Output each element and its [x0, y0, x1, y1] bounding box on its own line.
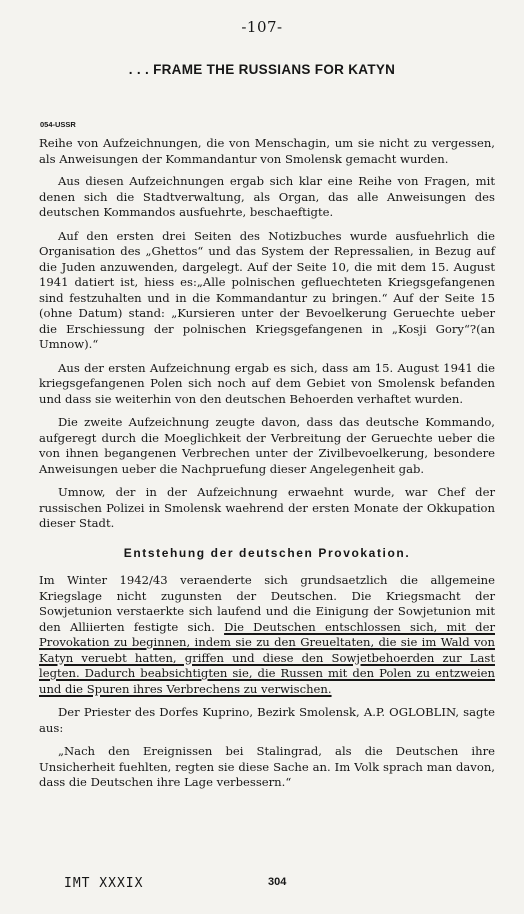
page-number: -107- — [241, 18, 283, 36]
headline: . . . FRAME THE RUSSIANS FOR KATYN — [128, 62, 396, 77]
paragraph: Aus der ersten Aufzeichnung ergab es sich, dass am 15. August 1941 die kriegsgefangenen Polen sich noch auf dem Gebiet von Smolensk befanden und dass sie weiterhin von den deutschen Behoerden verhaftet wurden. — [39, 360, 495, 406]
body-text — [39, 136, 495, 799]
document-id: 054-USSR — [40, 120, 76, 129]
paragraph-priest: Der Priester des Dorfes Kuprino, Bezirk Smolensk, A.P. OGLOBLIN, sagte aus: — [39, 705, 495, 735]
section-title: Entstehung der deutschen Provokation. — [123, 545, 411, 560]
quote-paragraph: „Nach den Ereignissen bei Stalingrad, als die Deutschen ihre Unsicherheit fuehlten, regten sie diese Sache an. Im Volk sprach man davon, dass die Deutschen ihre Lage verbessern.“ — [39, 744, 495, 789]
paragraph-continuation: Reihe von Aufzeichnungen, die von Menschagin, um sie nicht zu vergessen, als Anweisungen der Kommandantur von Smolensk gemacht wurden. — [39, 136, 495, 166]
paragraph-intro-text: Im Winter 1942/43 veraenderte sich grundsaetzlich die allgemeine Kriegslage nicht zugunsten der Deutschen. Die Kriegsmacht der Sowjetunion verstaerkte sich laufend und die Einigung der Sowjetunion mit den Alliierten festigte sich. — [39, 573, 495, 634]
paragraph: Die zweite Aufzeichnung zeugte davon, dass das deutsche Kommando, aufgeregt durch die Moeglichkeit der Verbreitung der Geruechte ueber die von ihnen begangenen Verbrechen unter der Zivilbevoelkerung, besondere Anweisungen ueber die Nachpruefung dieser Angelegenheit gab. — [39, 415, 495, 476]
footer-volume: IMT XXXIX — [64, 876, 144, 891]
paragraph: Auf den ersten drei Seiten des Notizbuches wurde ausfuehrlich die Organisation des „Ghettos“ und das System der Repressalien, in Bezug auf die Juden anzuwenden, dargelegt. Auf der Seite 10, die mit dem 15. August 1941 datiert ist, hiess es:„Alle polnischen gefluechteten Kriegsgefangenen sind festzuhalten und in die Kommandantur zu bringen.“ Auf der Seite 15 (ohne Datum) stand: „Kursieren unter der Bevoelkerung Geruechte ueber die Erschiessung der polnischen Kriegsgefangenen in „Kosji Gory“?(an Umnow).“ — [39, 228, 495, 351]
footer-page: 304 — [268, 876, 287, 888]
paragraph-with-underline — [39, 573, 495, 697]
paragraph: Aus diesen Aufzeichnungen ergab sich klar eine Reihe von Fragen, mit denen sich die Stadtverwaltung, als Organ, das alle Anweisungen des deutschen Kommandos ausfuehrte, beschaeftigte. — [39, 174, 495, 219]
underlined-passage: Die Deutschen entschlossen sich, mit der Provokation zu beginnen, indem sie zu den Greueltaten, die sie im Wald von Katyn veruebt hatten, griffen und diese den Sowjetbehoerden zur Last legten. Dadurch beabsichtigten sie, die Russen mit den Polen zu entzweien und die Spuren ihres Verbrechens zu verwischen. — [39, 619, 495, 696]
paragraph: Umnow, der in der Aufzeichnung erwaehnt wurde, war Chef der russischen Polizei in Smolensk waehrend der ersten Monate der Okkupation dieser Stadt. — [39, 485, 495, 530]
